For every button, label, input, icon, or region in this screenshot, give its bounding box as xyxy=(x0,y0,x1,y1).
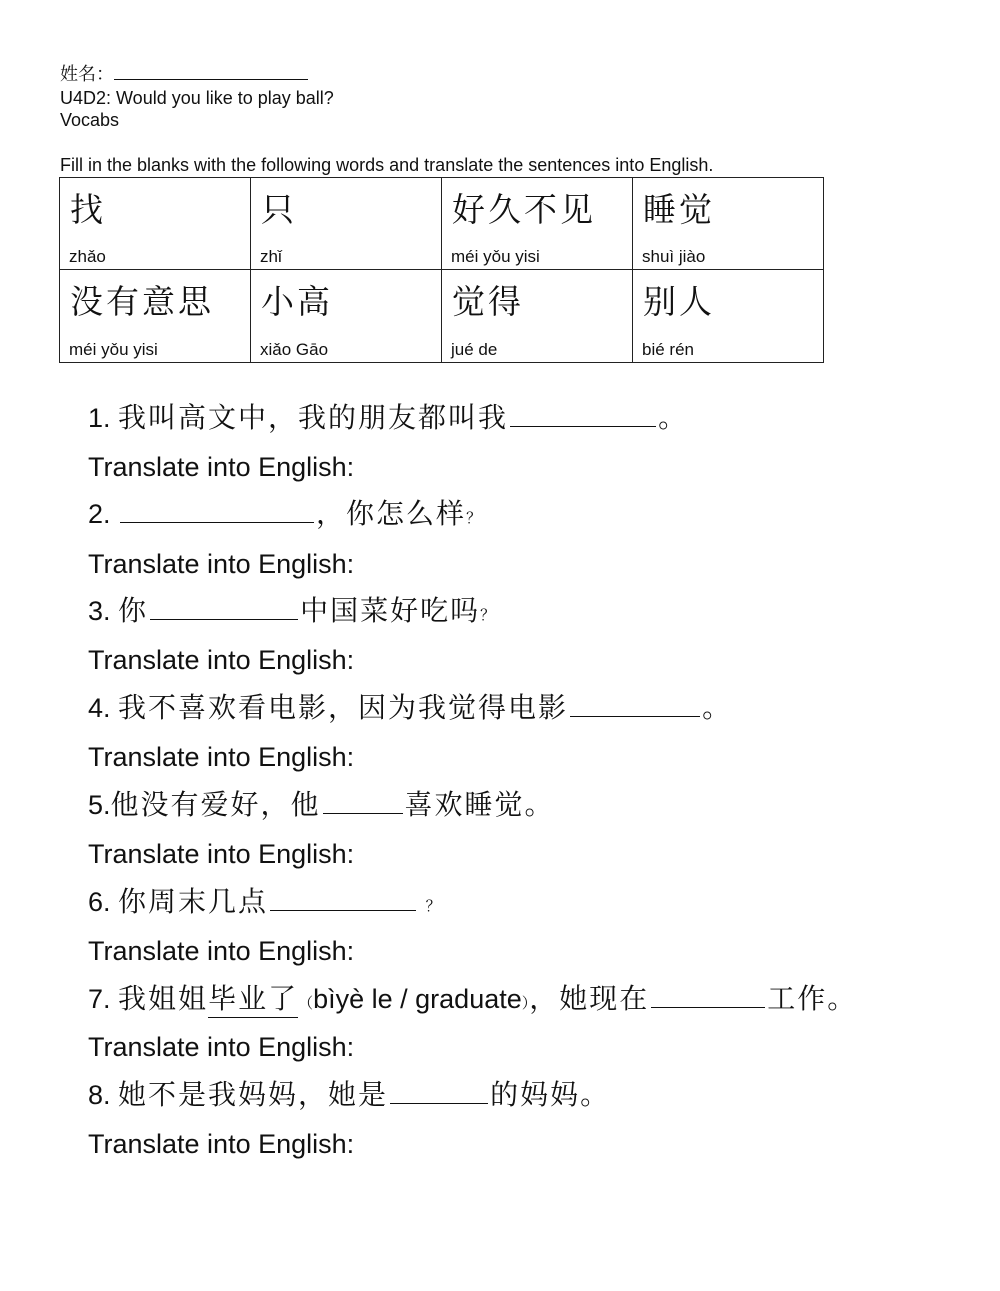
question-text-mid: ，她现在 xyxy=(529,982,650,1015)
question-end-mark: ？ xyxy=(425,898,441,915)
question-number: 7. xyxy=(88,984,111,1014)
vocab-row xyxy=(60,270,824,363)
vocab-row xyxy=(60,178,824,270)
name-line xyxy=(60,61,308,86)
question-text-before: 我姐姐 xyxy=(118,982,209,1015)
translate-label: Translate into English: xyxy=(88,1129,355,1159)
question-text-after: 。 xyxy=(658,401,689,434)
vocab-word: 小高 xyxy=(261,282,333,321)
worksheet-title: U4D2: Would you like to play ball? xyxy=(60,88,334,108)
question-text-after: 。 xyxy=(702,691,733,724)
question-text-after: 的妈妈。 xyxy=(490,1078,611,1111)
question-text-before: 我不喜欢看电影，因为我觉得电影 xyxy=(118,691,569,724)
translate-label: Translate into English: xyxy=(88,1032,355,1062)
question-7 xyxy=(88,979,857,1022)
translate-label: Translate into English: xyxy=(88,549,355,579)
gloss-paren-open: （ xyxy=(298,995,314,1012)
answer-blank[interactable] xyxy=(570,688,700,717)
vocab-cell xyxy=(633,270,824,363)
vocab-word: 只 xyxy=(261,190,297,229)
question-2 xyxy=(88,494,481,537)
question-5 xyxy=(88,785,555,823)
vocab-cell xyxy=(633,178,824,270)
vocab-cell xyxy=(60,178,251,270)
question-number: 6. xyxy=(88,887,111,917)
answer-blank[interactable] xyxy=(323,785,403,814)
question-end-mark: ？ xyxy=(480,607,496,624)
translate-label: Translate into English: xyxy=(88,452,355,482)
answer-blank[interactable] xyxy=(120,494,314,523)
question-number: 4. xyxy=(88,693,111,723)
question-4 xyxy=(88,688,732,726)
vocab-cell xyxy=(442,270,633,363)
question-text-after: 喜欢睡觉。 xyxy=(404,788,555,821)
underlined-phrase: 毕业了 xyxy=(208,982,298,1018)
vocab-word: 觉得 xyxy=(452,282,524,321)
gloss-text: bìyè le / graduate xyxy=(313,984,522,1014)
name-blank[interactable] xyxy=(114,61,308,80)
vocab-word: 别人 xyxy=(643,282,715,321)
vocab-cell xyxy=(251,270,442,363)
question-number: 2. xyxy=(88,499,111,529)
question-text-before: 你周末几点 xyxy=(118,885,269,918)
vocab-pinyin: zhǎo xyxy=(69,247,106,266)
vocab-word: 找 xyxy=(70,190,106,229)
vocab-word: 没有意思 xyxy=(70,282,214,321)
vocab-cell xyxy=(251,178,442,270)
vocab-word: 好久不见 xyxy=(452,190,596,229)
question-number: 5. xyxy=(88,790,111,820)
question-text-before: 他没有爱好，他 xyxy=(110,788,321,821)
answer-blank[interactable] xyxy=(390,1075,488,1104)
question-1 xyxy=(88,398,688,436)
name-label: 姓名： xyxy=(60,64,114,85)
question-text-before: 你 xyxy=(118,594,149,627)
vocab-pinyin: jué de xyxy=(451,340,498,359)
question-number: 3. xyxy=(88,596,111,626)
answer-blank[interactable] xyxy=(270,882,416,911)
question-text-before: 我叫高文中，我的朋友都叫我 xyxy=(118,401,509,434)
question-text-after: 工作。 xyxy=(767,982,858,1015)
question-text-after: 中国菜好吃吗 xyxy=(300,594,481,627)
question-end-mark: ？ xyxy=(466,510,482,527)
translate-label: Translate into English: xyxy=(88,645,355,675)
question-number: 1. xyxy=(88,403,111,433)
vocab-pinyin: xiǎo Gāo xyxy=(260,340,329,359)
question-3 xyxy=(88,591,495,634)
vocab-pinyin: méi yǒu yisi xyxy=(69,340,158,359)
vocab-pinyin: shuì jiào xyxy=(642,247,706,266)
gloss-paren-close: ） xyxy=(521,995,530,1012)
vocab-pinyin: méi yǒu yisi xyxy=(451,247,540,266)
answer-blank[interactable] xyxy=(651,979,765,1008)
vocab-pinyin: zhǐ xyxy=(260,247,282,266)
question-number: 8. xyxy=(88,1080,111,1110)
section-label: Vocabs xyxy=(60,110,120,130)
translate-label: Translate into English: xyxy=(88,936,355,966)
vocab-table xyxy=(59,177,824,363)
vocab-cell xyxy=(442,178,633,270)
question-text-after: ，你怎么样 xyxy=(316,497,467,530)
translate-label: Translate into English: xyxy=(88,742,355,772)
vocab-cell xyxy=(60,270,251,363)
question-8 xyxy=(88,1075,610,1113)
answer-blank[interactable] xyxy=(150,591,298,620)
vocab-word: 睡觉 xyxy=(643,190,715,229)
instructions: Fill in the blanks with the following words and translate the sentences into English. xyxy=(60,155,714,175)
question-text-before: 她不是我妈妈，她是 xyxy=(118,1078,389,1111)
translate-label: Translate into English: xyxy=(88,839,355,869)
question-6 xyxy=(88,882,441,925)
vocab-pinyin: bié rén xyxy=(642,340,694,359)
answer-blank[interactable] xyxy=(510,398,656,427)
